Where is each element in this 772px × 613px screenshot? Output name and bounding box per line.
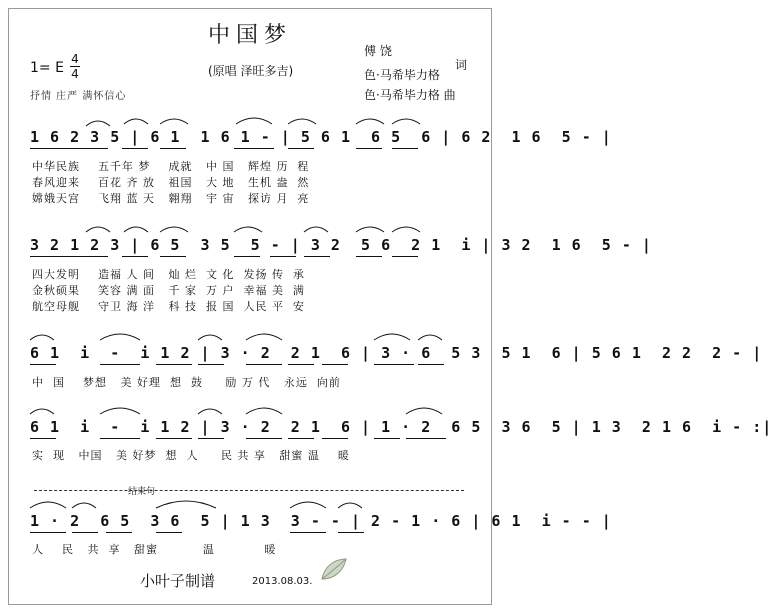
lyric-row-2-verse-2: 金秋硕果 笑容 满 面 千 家 万 户 幸福 美 满 bbox=[32, 284, 305, 297]
lyric-word: 词 bbox=[455, 58, 468, 72]
lyric-row-4: 实 现 中国 美 好梦 想 人 民 共 享 甜蜜 温 暖 bbox=[32, 449, 350, 462]
song-title: 中国梦 bbox=[207, 23, 292, 48]
composer-line: 色·马希毕力格 曲 bbox=[364, 88, 456, 102]
lyricist-name: 色·马希毕力格 bbox=[364, 68, 440, 82]
transcription-date: 2013.08.03. bbox=[252, 576, 313, 587]
expression-marking: 抒情 庄严 满怀信心 bbox=[30, 91, 127, 102]
lyric-row-1-verse-1: 中华民族 五千年 梦 成就 中 国 辉煌 历 程 bbox=[32, 160, 310, 173]
notation-row-5: 1 · 2 6 5 3 6 5 | 1 3 3 - - | 2 - 1 · 6 | 6 1 i - - | bbox=[30, 512, 612, 530]
lyricist-line: 傅 饶 bbox=[364, 44, 392, 58]
notation-row-4: 6 1 i - i 1 2 | 3 · 2 2 1 6 | 1 · 2 6 5 3 6 5 | 1 3 2 1 6 i - :| bbox=[30, 418, 772, 436]
notation-row-2: 3 2 1 2 3 | 6 5 3 5 5 - | 3 2 5 6 2 1 i | 3 2 1 6 5 - | bbox=[30, 236, 652, 254]
time-signature: 4 4 bbox=[71, 52, 79, 81]
transcriber-signature: 小叶子制谱 bbox=[140, 572, 216, 590]
original-singer: (原唱 泽旺多吉) bbox=[208, 64, 294, 78]
lyric-row-1-verse-3: 嫦娥天宫 飞翔 蓝 天 翱翔 宇 宙 探访 月 亮 bbox=[32, 192, 310, 205]
notation-row-1: 1 6 2 3 5 | 6 1 1 6 1 - | 5 6 1 6 5 6 | 6 2 1 6 5 - | bbox=[30, 128, 612, 146]
key-signature: 1= E bbox=[30, 60, 64, 76]
notation-row-3: 6 1 i - i 1 2 | 3 · 2 2 1 6 | 3 · 6 5 3 5 1 6 | 5 6 1 2 2 2 - | bbox=[30, 344, 763, 362]
lyric-row-1-verse-2: 春风迎来 百花 齐 放 祖国 大 地 生机 盎 然 bbox=[32, 176, 310, 189]
leaf-icon bbox=[320, 557, 348, 581]
ending-phrase-label: 结束句 bbox=[128, 487, 156, 497]
lyric-row-5: 人 民 共 享 甜蜜 温 暖 bbox=[32, 543, 277, 556]
lyric-row-2-verse-1: 四大发明 造福 人 间 灿 烂 文 化 发扬 传 承 bbox=[32, 268, 305, 281]
lyric-row-2-verse-3: 航空母舰 守卫 海 洋 科 技 报 国 人民 平 安 bbox=[32, 300, 305, 313]
lyric-row-3: 中 国 梦想 美 好理 想 鼓 励 万 代 永远 向前 bbox=[32, 376, 341, 389]
